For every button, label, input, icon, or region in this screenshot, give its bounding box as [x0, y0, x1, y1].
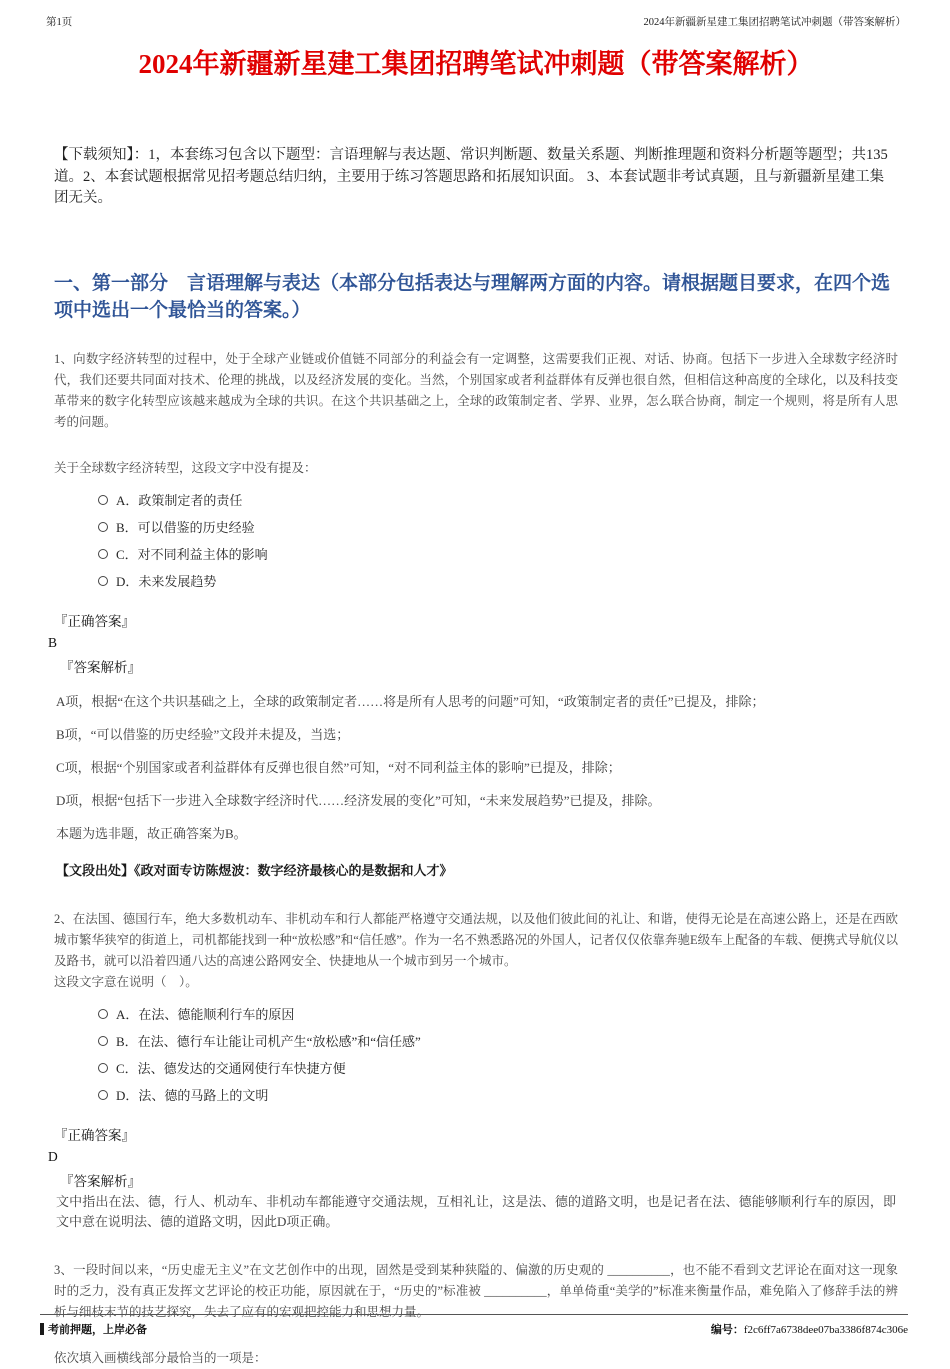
correct-answer-label: 『正确答案』 [54, 1127, 135, 1143]
analysis-paragraph: 文中指出在法、德，行人、机动车、非机动车都能遵守交通法规，互相礼让，这是法、德的道路文明，也是记者在法、德能够顺利行车的原因，即文中意在说明法、德的道路文明，因此D项正确。 [56, 1193, 896, 1229]
question-2-option-d[interactable] [98, 1087, 906, 1104]
question-1 [46, 349, 906, 879]
question-1-options [46, 492, 906, 590]
analysis-paragraph: 本题为选非题，故正确答案为B。 [56, 825, 247, 841]
analysis-label: 『答案解析』 [60, 1173, 141, 1189]
download-notice: 【下载须知】：1，本套练习包含以下题型：言语理解与表达题、常识判断题、数量关系题、判断推理题和资料分析题等题型；共135道。2、本套试题根据常见招考题总结归纳，主要用于练习答题思路和拓展知识面。 3、本套试题非考试真题，且与新疆新星建工集团无关。 [54, 147, 888, 206]
radio-icon[interactable] [98, 1036, 108, 1046]
correct-answer-label: 『正确答案』 [54, 613, 135, 629]
question-3-stem: 3、一段时间以来，“历史虚无主义”在文艺创作中的出现，固然是受到某种狭隘的、偏激的历史观的 __________，也不能不看到文艺评论在面对这一现象时的乏力，没有真正发挥文艺评论的校正功能，原因就在于，“历史的”标准被 __________，单单倚重“美学的”标准来衡量作品，难免陷入了修辞手法的辨析与细枝末节的技艺探究，失去了应有的宏观把控能力和思想力量。 [54, 1262, 898, 1319]
question-2 [46, 909, 906, 1232]
question-2-options [46, 1006, 906, 1104]
radio-icon[interactable] [98, 495, 108, 505]
option-label: C．法、德发达的交通网使行车快捷方便 [116, 1060, 346, 1076]
radio-icon[interactable] [98, 1009, 108, 1019]
section-heading: 一、第一部分 言语理解与表达（本部分包括表达与理解两方面的内容。请根据题目要求，在四个选项中选出一个最恰当的答案。） [54, 272, 891, 321]
question-2-option-a[interactable] [98, 1006, 906, 1023]
doc-title: 2024年新疆新星建工集团招聘笔试冲刺题（带答案解析） [138, 49, 814, 79]
option-label: D．法、德的马路上的文明 [116, 1087, 269, 1103]
page-header [46, 14, 906, 29]
footer-number-value: f2c6ff7a6738dee07ba3386f874c306e [743, 1324, 908, 1336]
analysis-paragraph: C项，根据“个别国家或者利益群体有反弹也很自然”可知，“对不同利益主体的影响”已提及，排除； [56, 759, 621, 775]
option-label: A．在法、德能顺利行车的原因 [116, 1006, 295, 1022]
page-number: 第1页 [46, 17, 73, 28]
question-1-option-c[interactable] [98, 546, 906, 563]
question-1-option-b[interactable] [98, 519, 906, 536]
question-2-stem: 2、在法国、德国行车，绝大多数机动车、非机动车和行人都能严格遵守交通法规，以及他们彼此间的礼让、和谐，使得无论是在高速公路上，还是在西欧城市繁华狭窄的街道上，司机都能找到一种“放松感”和“信任感”。作为一名不熟悉路况的外国人，记者仅仅依靠奔驰E级车上配备的车载、便携式导航仪以及路书，就可以沿着四通八达的高速公路网安全、快捷地从一个城市到另一个城市。 [54, 911, 898, 968]
question-1-stem: 1、向数字经济转型的过程中，处于全球产业链或价值链不同部分的利益会有一定调整，这需要我们正视、对话、协商。包括下一步进入全球数字经济时代，我们还要共同面对技术、伦理的挑战，以及经济发展的变化。当然，个别国家或者利益群体有反弹也很自然，但相信这种高度的全球化，以及科技变革带来的数字化转型应该越来越成为全球的共识。在这个共识基础之上，全球的政策制定者、学界、业界，怎么联合协商，制定一个规则，将是所有人思考的问题。 [54, 351, 898, 429]
question-2-option-b[interactable] [98, 1033, 906, 1050]
option-label: C．对不同利益主体的影响 [116, 546, 268, 562]
radio-icon[interactable] [98, 549, 108, 559]
question-3-prompt: 依次填入画横线部分最恰当的一项是： [54, 1350, 267, 1365]
header-doc-title: 2024年新疆新星建工集团招聘笔试冲刺题（带答案解析） [643, 17, 906, 28]
radio-icon[interactable] [98, 1063, 108, 1073]
radio-icon[interactable] [98, 1090, 108, 1100]
radio-icon[interactable] [98, 522, 108, 532]
question-2-prompt: 这段文字意在说明（ ）。 [54, 974, 198, 989]
analysis-label: 『答案解析』 [60, 659, 141, 675]
analysis-paragraph: A项，根据“在这个共识基础之上，全球的政策制定者……将是所有人思考的问题”可知，“政策制定者的责任”已提及，排除； [56, 693, 765, 709]
page-footer [40, 1314, 908, 1337]
passage-source: 【文段出处】《政对面专访陈煜波：数字经济最核心的是数据和人才》 [56, 862, 453, 878]
question-1-option-d[interactable] [98, 573, 906, 590]
footer-marker-icon [40, 1323, 44, 1335]
analysis-paragraph: B项，“可以借鉴的历史经验”文段并未提及，当选； [56, 726, 350, 742]
question-2-option-c[interactable] [98, 1060, 906, 1077]
correct-answer-value: B [48, 634, 58, 650]
footer-slogan-wrap [40, 1321, 147, 1337]
radio-icon[interactable] [98, 576, 108, 586]
correct-answer-value: D [48, 1148, 58, 1164]
option-label: B．在法、德行车让能让司机产生“放松感”和“信任感” [116, 1033, 421, 1049]
question-1-prompt: 关于全球数字经济转型，这段文字中没有提及： [54, 460, 317, 475]
footer-number-label: 编号： [710, 1324, 744, 1336]
option-label: D．未来发展趋势 [116, 573, 217, 589]
footer-number [711, 1321, 908, 1337]
option-label: B．可以借鉴的历史经验 [116, 519, 255, 535]
footer-slogan: 考前押题，上岸必备 [48, 1324, 147, 1336]
option-label: A．政策制定者的责任 [116, 492, 243, 508]
analysis-paragraph: D项，根据“包括下一步进入全球数字经济时代……经济发展的变化”可知，“未来发展趋势”已提及，排除。 [56, 792, 661, 808]
question-1-option-a[interactable] [98, 492, 906, 509]
